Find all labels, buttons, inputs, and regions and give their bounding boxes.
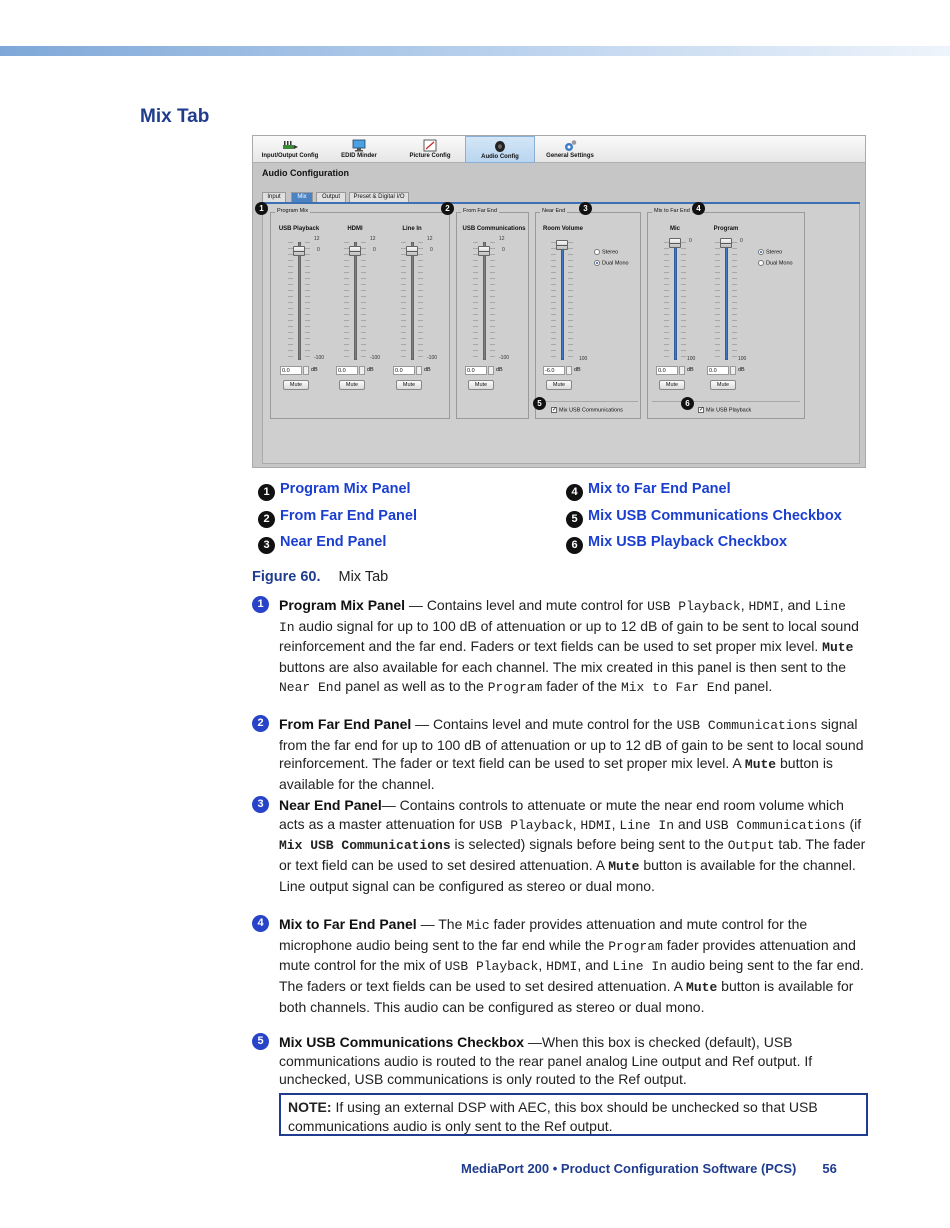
legend-label: Mix USB Playback Checkbox xyxy=(588,534,788,550)
channel-name: HDMI xyxy=(347,226,363,232)
code: Output xyxy=(727,838,775,854)
header-bar xyxy=(0,46,950,56)
gear-icon xyxy=(562,139,578,152)
line-in-fader[interactable] xyxy=(406,246,418,256)
paragraph-near-end xyxy=(257,796,867,896)
fader-track xyxy=(354,242,357,360)
tick-label: 0 xyxy=(430,247,433,253)
mic-mute-button[interactable]: Mute xyxy=(659,380,685,390)
group-label: Mix to Far End xyxy=(654,208,690,214)
text: and xyxy=(674,815,706,832)
audio-configuration-title: Audio Configuration xyxy=(262,168,349,178)
group-label: Near End xyxy=(542,208,566,214)
legend-label: Near End Panel xyxy=(280,534,387,550)
toolbar-label: EDID Minder xyxy=(341,153,377,159)
text: — Contains level and mute control for xyxy=(405,597,648,613)
code: Line In xyxy=(619,817,675,833)
code: Mute xyxy=(608,859,640,875)
radio-dot xyxy=(594,249,600,255)
callout-5: 5 xyxy=(533,397,546,410)
paragraph-program-mix xyxy=(257,596,867,698)
legend-label: Program Mix Panel xyxy=(280,481,411,497)
room-volume-level-input[interactable]: -6.0 xyxy=(543,366,565,375)
tab-output[interactable]: Output xyxy=(316,192,346,202)
text: buttons are also available for each channel. The mix created in this panel is then sent to the xyxy=(279,659,847,676)
paragraph-number: 2 xyxy=(252,715,269,732)
tick-label: -100 xyxy=(314,355,325,361)
legend-item xyxy=(566,508,842,528)
near-end-group xyxy=(535,208,641,419)
footer-text: MediaPort 200 • Product Configuration Software (PCS) xyxy=(461,1161,797,1176)
code: HDMI xyxy=(748,599,780,614)
code: HDMI xyxy=(580,817,612,833)
text: , xyxy=(538,957,547,974)
legend-item xyxy=(566,481,731,501)
paragraph-heading: Program Mix Panel xyxy=(279,597,406,613)
text: audio being sent to the far end. The faders or text fields can be used to set desired attenuation. A xyxy=(279,957,864,995)
channel-name: Room Volume xyxy=(543,226,583,232)
fader-track xyxy=(561,246,564,360)
paragraph-number: 1 xyxy=(252,596,269,613)
channel-name: Line In xyxy=(402,226,422,232)
code: Line In xyxy=(612,959,667,975)
code: Mute xyxy=(822,640,854,656)
callout-2: 2 xyxy=(441,202,454,215)
page-number: 56 xyxy=(822,1161,837,1176)
channel-name: Program xyxy=(713,226,739,232)
legend-label: From Far End Panel xyxy=(280,508,417,524)
mix-far-end-stereo-radio[interactable] xyxy=(758,249,782,255)
usb-playback-mute-button[interactable]: Mute xyxy=(283,380,309,390)
group-label: Program Mix xyxy=(277,208,309,214)
paragraph-heading: Mix USB Communications Checkbox xyxy=(279,1034,525,1050)
radio-dot xyxy=(758,260,764,266)
db-unit: dB xyxy=(574,367,581,373)
db-unit: dB xyxy=(424,367,431,373)
usb-communications-mute-button[interactable]: Mute xyxy=(468,380,494,390)
db-unit: dB xyxy=(496,367,503,373)
room-volume-mute-button[interactable]: Mute xyxy=(546,380,572,390)
checkbox-box: ✓ xyxy=(552,407,558,413)
tick-label: 0 xyxy=(373,247,376,253)
tick-label: 12 xyxy=(427,236,433,242)
from-far-end-group xyxy=(456,208,529,419)
text: button is available for the channel. xyxy=(279,755,833,793)
level-spinner[interactable] xyxy=(730,366,736,375)
code: Near End xyxy=(279,679,342,695)
paragraph-number: 4 xyxy=(252,915,269,932)
input-output-icon xyxy=(282,139,298,152)
tick-label: 0 xyxy=(689,238,692,244)
usb-communications-level-input[interactable]: 0.0 xyxy=(465,366,487,375)
text: fader provides attenuation and mute control for the mix of xyxy=(279,936,856,974)
toolbar-label: Audio Config xyxy=(481,154,519,160)
tick-label: 12 xyxy=(370,236,376,242)
radio-label: Stereo xyxy=(602,249,619,256)
tick-label: -100 xyxy=(427,355,438,361)
text: signal from the far end for up to 100 dB of attenuation or up to 12 dB of gain to be sent to local sound reinforcement. The fader or text field can be used to set proper mix level. A xyxy=(279,716,864,772)
fader-track xyxy=(411,242,414,360)
channel-name: USB Playback xyxy=(278,226,320,232)
text: is selected) signals before being sent to the xyxy=(450,836,728,853)
code: USB Playback xyxy=(444,959,539,975)
text: , xyxy=(740,597,749,613)
toolbar-label: General Settings xyxy=(546,153,594,159)
section-title: Mix Tab xyxy=(140,106,210,127)
tick-label: -100 xyxy=(499,355,510,361)
toolbar xyxy=(253,136,865,163)
legend-item xyxy=(258,534,386,554)
tab-input[interactable]: Input xyxy=(262,192,286,202)
note-text: If using an external DSP with AEC, this box should be unchecked so that USB communications audio is only sent to the Ref output. xyxy=(288,1099,818,1134)
tick-label: 100 xyxy=(579,356,588,362)
db-unit: dB xyxy=(738,367,745,373)
checkbox-box: ✓ xyxy=(699,407,705,413)
paragraph-heading: Near End Panel xyxy=(279,797,382,813)
mix-panel xyxy=(262,204,860,464)
hdmi-mute-button[interactable]: Mute xyxy=(339,380,365,390)
paragraph-mix-to-far-end xyxy=(257,915,867,1017)
line-in-mute-button[interactable]: Mute xyxy=(396,380,422,390)
legend-label: Mix to Far End Panel xyxy=(588,481,731,497)
tick-label: 100 xyxy=(738,356,747,362)
mix-usb-playback-checkbox[interactable] xyxy=(698,407,751,413)
text: (if xyxy=(845,815,862,832)
checkbox-label: Mix USB Playback xyxy=(706,407,752,414)
text: button is available for both channels. This audio can be configured as stereo or dual mono. xyxy=(279,978,854,1015)
toolbar-edid-minder[interactable] xyxy=(333,136,385,163)
paragraph-mix-usb-communications xyxy=(257,1033,867,1089)
legend-number: 5 xyxy=(566,511,583,528)
text: , and xyxy=(577,957,613,974)
paragraph-number: 5 xyxy=(252,1033,269,1050)
note-label: NOTE: xyxy=(288,1099,332,1115)
text: panel as well as to the xyxy=(341,677,488,694)
paragraph-heading: From Far End Panel xyxy=(279,716,412,732)
code: Mic xyxy=(466,918,490,933)
channel-name: USB Communications xyxy=(462,226,526,232)
legend-number: 4 xyxy=(566,484,583,501)
legend-number: 6 xyxy=(566,537,583,554)
code: Mix to Far End xyxy=(620,679,731,695)
audio-config-screenshot xyxy=(252,135,866,468)
figure-title: Mix Tab xyxy=(338,569,389,585)
toolbar-general-settings[interactable] xyxy=(541,136,599,163)
paragraph-from-far-end xyxy=(257,715,867,794)
mix-to-far-end-group xyxy=(647,208,805,419)
line-in-level-input[interactable]: 0.0 xyxy=(393,366,415,375)
code: Mute xyxy=(744,757,777,773)
level-spinner[interactable] xyxy=(679,366,685,375)
toolbar-audio-config[interactable] xyxy=(465,136,535,163)
level-spinner[interactable] xyxy=(488,366,494,375)
radio-dot xyxy=(594,260,600,266)
text: —When this box is checked (default), USB communications audio is routed to the rear panel analog Line output and Ref output. If unchecked, USB communications is only routed to the Ref output. xyxy=(279,1034,813,1088)
db-unit: dB xyxy=(687,367,694,373)
code: USB Playback xyxy=(647,599,741,614)
code: USB Playback xyxy=(479,817,573,833)
usb-playback-level-input[interactable]: 0.0 xyxy=(280,366,302,375)
divider xyxy=(652,401,800,402)
mix-far-end-dual-mono-radio[interactable] xyxy=(758,260,793,266)
text: , and xyxy=(779,597,815,613)
fader-track xyxy=(483,242,486,360)
divider xyxy=(540,401,638,402)
mic-fader[interactable] xyxy=(669,238,681,248)
legend-label: Mix USB Communications Checkbox xyxy=(588,508,842,524)
figure-caption xyxy=(252,569,388,585)
text: , xyxy=(611,815,620,832)
callout-6: 6 xyxy=(681,397,694,410)
legend-item xyxy=(258,481,411,501)
level-spinner[interactable] xyxy=(359,366,365,375)
page-footer xyxy=(461,1161,837,1176)
radio-label: Stereo xyxy=(766,249,783,256)
text: , xyxy=(572,815,581,832)
mic-level-input[interactable]: 0.0 xyxy=(656,366,678,375)
near-end-stereo-radio[interactable] xyxy=(594,249,618,255)
program-fader[interactable] xyxy=(720,238,732,248)
legend-item xyxy=(566,534,787,554)
text: fader provides attenuation and mute control for the microphone audio being sent to the far end while the xyxy=(279,916,808,953)
speaker-icon xyxy=(492,140,508,153)
figure-number: Figure 60. xyxy=(252,569,321,585)
radio-label: Dual Mono xyxy=(766,260,793,267)
channel-name: Mic xyxy=(669,226,680,232)
code: Mute xyxy=(686,980,718,996)
hdmi-level-input[interactable]: 0.0 xyxy=(336,366,358,375)
text: tab. The fader or text field can be used to set desired attenuation. A xyxy=(279,836,866,874)
code: USB Communications xyxy=(676,718,818,733)
radio-label: Dual Mono xyxy=(602,260,629,267)
toolbar-picture-config[interactable] xyxy=(401,136,459,163)
radio-dot xyxy=(758,249,764,255)
text: fader of the xyxy=(542,677,621,694)
program-mute-button[interactable]: Mute xyxy=(710,380,736,390)
legend-item xyxy=(258,508,417,528)
text: — Contains level and mute control for the xyxy=(411,716,677,732)
code: USB Communications xyxy=(705,817,846,833)
fader-track xyxy=(674,246,677,360)
toolbar-label: Picture Config xyxy=(409,153,451,159)
code: Line In xyxy=(279,599,846,635)
text: — Contains controls to attenuate or mute the near end room volume which acts as a master attenuation for xyxy=(279,797,844,832)
tick-label: 0 xyxy=(317,247,320,253)
text: button is available for the channel. Line output signal can be configured as stereo or dual mono. xyxy=(279,857,856,894)
picture-icon xyxy=(422,139,438,152)
paragraph-number: 3 xyxy=(252,796,269,813)
room-volume-fader[interactable] xyxy=(556,240,568,250)
fader-track xyxy=(298,242,301,360)
code: HDMI xyxy=(546,959,578,975)
code: Program xyxy=(487,679,543,695)
code: Mix USB Communications xyxy=(279,838,451,854)
usb-communications-fader[interactable] xyxy=(478,246,490,256)
hdmi-fader[interactable] xyxy=(349,246,361,256)
db-unit: dB xyxy=(311,367,318,373)
monitor-icon xyxy=(351,139,367,152)
tab-preset-digital-io[interactable]: Preset & Digital I/O xyxy=(349,192,409,202)
legend-number: 1 xyxy=(258,484,275,501)
group-label: From Far End xyxy=(463,208,497,214)
legend-number: 2 xyxy=(258,511,275,528)
level-spinner[interactable] xyxy=(416,366,422,375)
level-spinner[interactable] xyxy=(303,366,309,375)
toolbar-label: Input/Output Config xyxy=(261,153,319,159)
paragraph-heading: Mix to Far End Panel xyxy=(279,916,417,932)
callout-1: 1 xyxy=(255,202,268,215)
fader-track xyxy=(725,246,728,360)
near-end-dual-mono-radio[interactable] xyxy=(594,260,629,266)
usb-playback-fader[interactable] xyxy=(293,246,305,256)
tick-label: 0 xyxy=(740,238,743,244)
db-unit: dB xyxy=(367,367,374,373)
text: audio signal for up to 100 dB of attenuation or up to 12 dB of gain to be sent to local sound reinforcement and the far end. Faders or text fields can be used to set proper mix level. xyxy=(279,617,859,655)
tick-label: 12 xyxy=(499,236,505,242)
tick-label: 0 xyxy=(502,247,505,253)
callout-4: 4 xyxy=(692,202,705,215)
code: Program xyxy=(608,938,663,954)
tick-label: -100 xyxy=(370,355,381,361)
program-level-input[interactable]: 0.0 xyxy=(707,366,729,375)
text: — The xyxy=(416,916,467,932)
program-mix-group xyxy=(270,208,450,419)
text: panel. xyxy=(730,677,773,694)
tab-mix[interactable]: Mix xyxy=(291,192,313,202)
note-box xyxy=(279,1093,868,1136)
legend-number: 3 xyxy=(258,537,275,554)
level-spinner[interactable] xyxy=(566,366,572,375)
tick-label: 12 xyxy=(314,236,320,242)
mix-usb-communications-checkbox[interactable] xyxy=(551,407,623,413)
callout-3: 3 xyxy=(579,202,592,215)
tick-label: 100 xyxy=(687,356,696,362)
checkbox-label: Mix USB Communications xyxy=(559,407,623,414)
toolbar-input-output-config[interactable] xyxy=(255,136,325,163)
